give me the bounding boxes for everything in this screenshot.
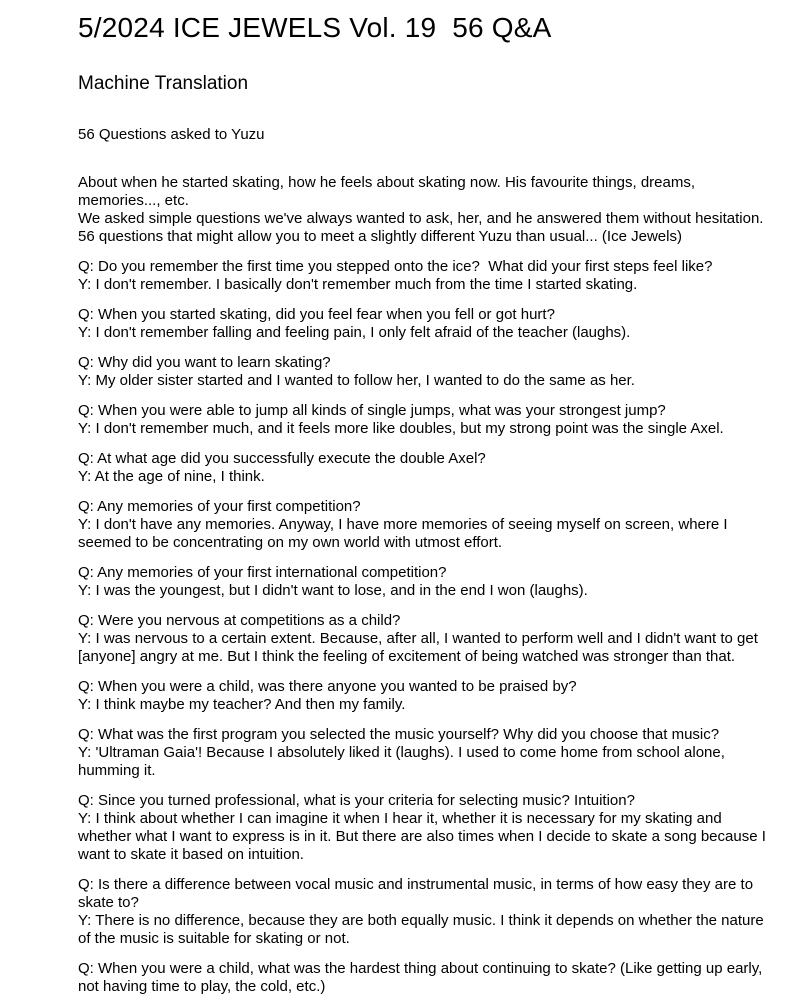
question-line: Q: What was the first program you selected the music yourself? Why did you choose that music? [78,726,720,743]
answer-line: Y: I don't remember much, and it feels more like doubles, but my strong point was the single Axel. [78,420,724,437]
section-heading: 56 Questions asked to Yuzu [78,126,265,143]
question-line: Q: Any memories of your first competition? [78,498,361,515]
page-subtitle: Machine Translation [78,73,249,94]
page-title: 5/2024 ICE JEWELS Vol. 19 56 Q&A [78,12,552,43]
question-line: Q: Since you turned professional, what is your criteria for selecting music? Intuition? [78,792,635,809]
qa-item [78,258,778,294]
answer-line: Y: There is no difference, because they are both equally music. I think it depends on whether the nature of the music is suitable for skating or not. [78,912,768,947]
qa-item [78,612,778,666]
intro-line: We asked simple questions we've always wanted to ask, her, and he answered them without hesitation. [78,210,764,227]
question-line: Q: When you were a child, what was the hardest thing about continuing to skate? (Like getting up early, not having time to play, the cold, etc.) [78,960,767,995]
question-line: Q: Do you remember the first time you stepped onto the ice? What did your first steps feel like? [78,258,713,275]
qa-list [78,258,778,996]
qa-item [78,792,778,864]
question-line: Q: When you started skating, did you feel fear when you fell or got hurt? [78,306,555,323]
answer-line: Y: I think about whether I can imagine it when I hear it, whether it is necessary for my skating and whether what I want to express is in it. But there are also times when I decide to skate a song because I want to skate it based on intuition. [78,810,771,863]
qa-item [78,726,778,780]
qa-item [78,354,778,390]
question-line: Q: Any memories of your first international competition? [78,564,447,581]
question-line: Q: At what age did you successfully execute the double Axel? [78,450,486,467]
question-line: Q: Were you nervous at competitions as a child? [78,612,401,629]
qa-item [78,450,778,486]
intro-line: 56 questions that might allow you to meet a slightly different Yuzu than usual... (Ice Jewels) [78,228,682,245]
answer-line: Y: I was the youngest, but I didn't want to lose, and in the end I won (laughs). [78,582,588,599]
answer-line: Y: I was nervous to a certain extent. Because, after all, I wanted to perform well and I didn't want to get [anyone] angry at me. But I think the feeling of excitement of being watched was stronger than that. [78,630,763,665]
answer-line: Y: I think maybe my teacher? And then my family. [78,696,406,713]
qa-item [78,306,778,342]
answer-line: Y: I don't remember. I basically don't remember much from the time I started skating. [78,276,638,293]
answer-line: Y: My older sister started and I wanted to follow her, I wanted to do the same as her. [78,372,635,389]
answer-line: Y: I don't remember falling and feeling pain, I only felt afraid of the teacher (laughs). [78,324,631,341]
question-line: Q: Is there a difference between vocal music and instrumental music, in terms of how easy they are to skate to? [78,876,758,911]
qa-item [78,402,778,438]
question-line: Q: Why did you want to learn skating? [78,354,331,371]
qa-item [78,876,778,948]
qa-item [78,564,778,600]
answer-line: Y: At the age of nine, I think. [78,468,265,485]
answer-line: Y: 'Ultraman Gaia'! Because I absolutely liked it (laughs). I used to come home from school alone, humming it. [78,744,730,779]
answer-line: Y: I don't have any memories. Anyway, I have more memories of seeing myself on screen, where I seemed to be concentrating on my own world with utmost effort. [78,516,732,551]
question-line: Q: When you were a child, was there anyone you wanted to be praised by? [78,678,577,695]
qa-item [78,678,778,714]
qa-item [78,960,778,996]
question-line: Q: When you were able to jump all kinds of single jumps, what was your strongest jump? [78,402,666,419]
qa-item [78,498,778,552]
intro-line: About when he started skating, how he feels about skating now. His favourite things, dreams, memories..., etc. [78,174,700,209]
intro-paragraph [78,174,778,246]
